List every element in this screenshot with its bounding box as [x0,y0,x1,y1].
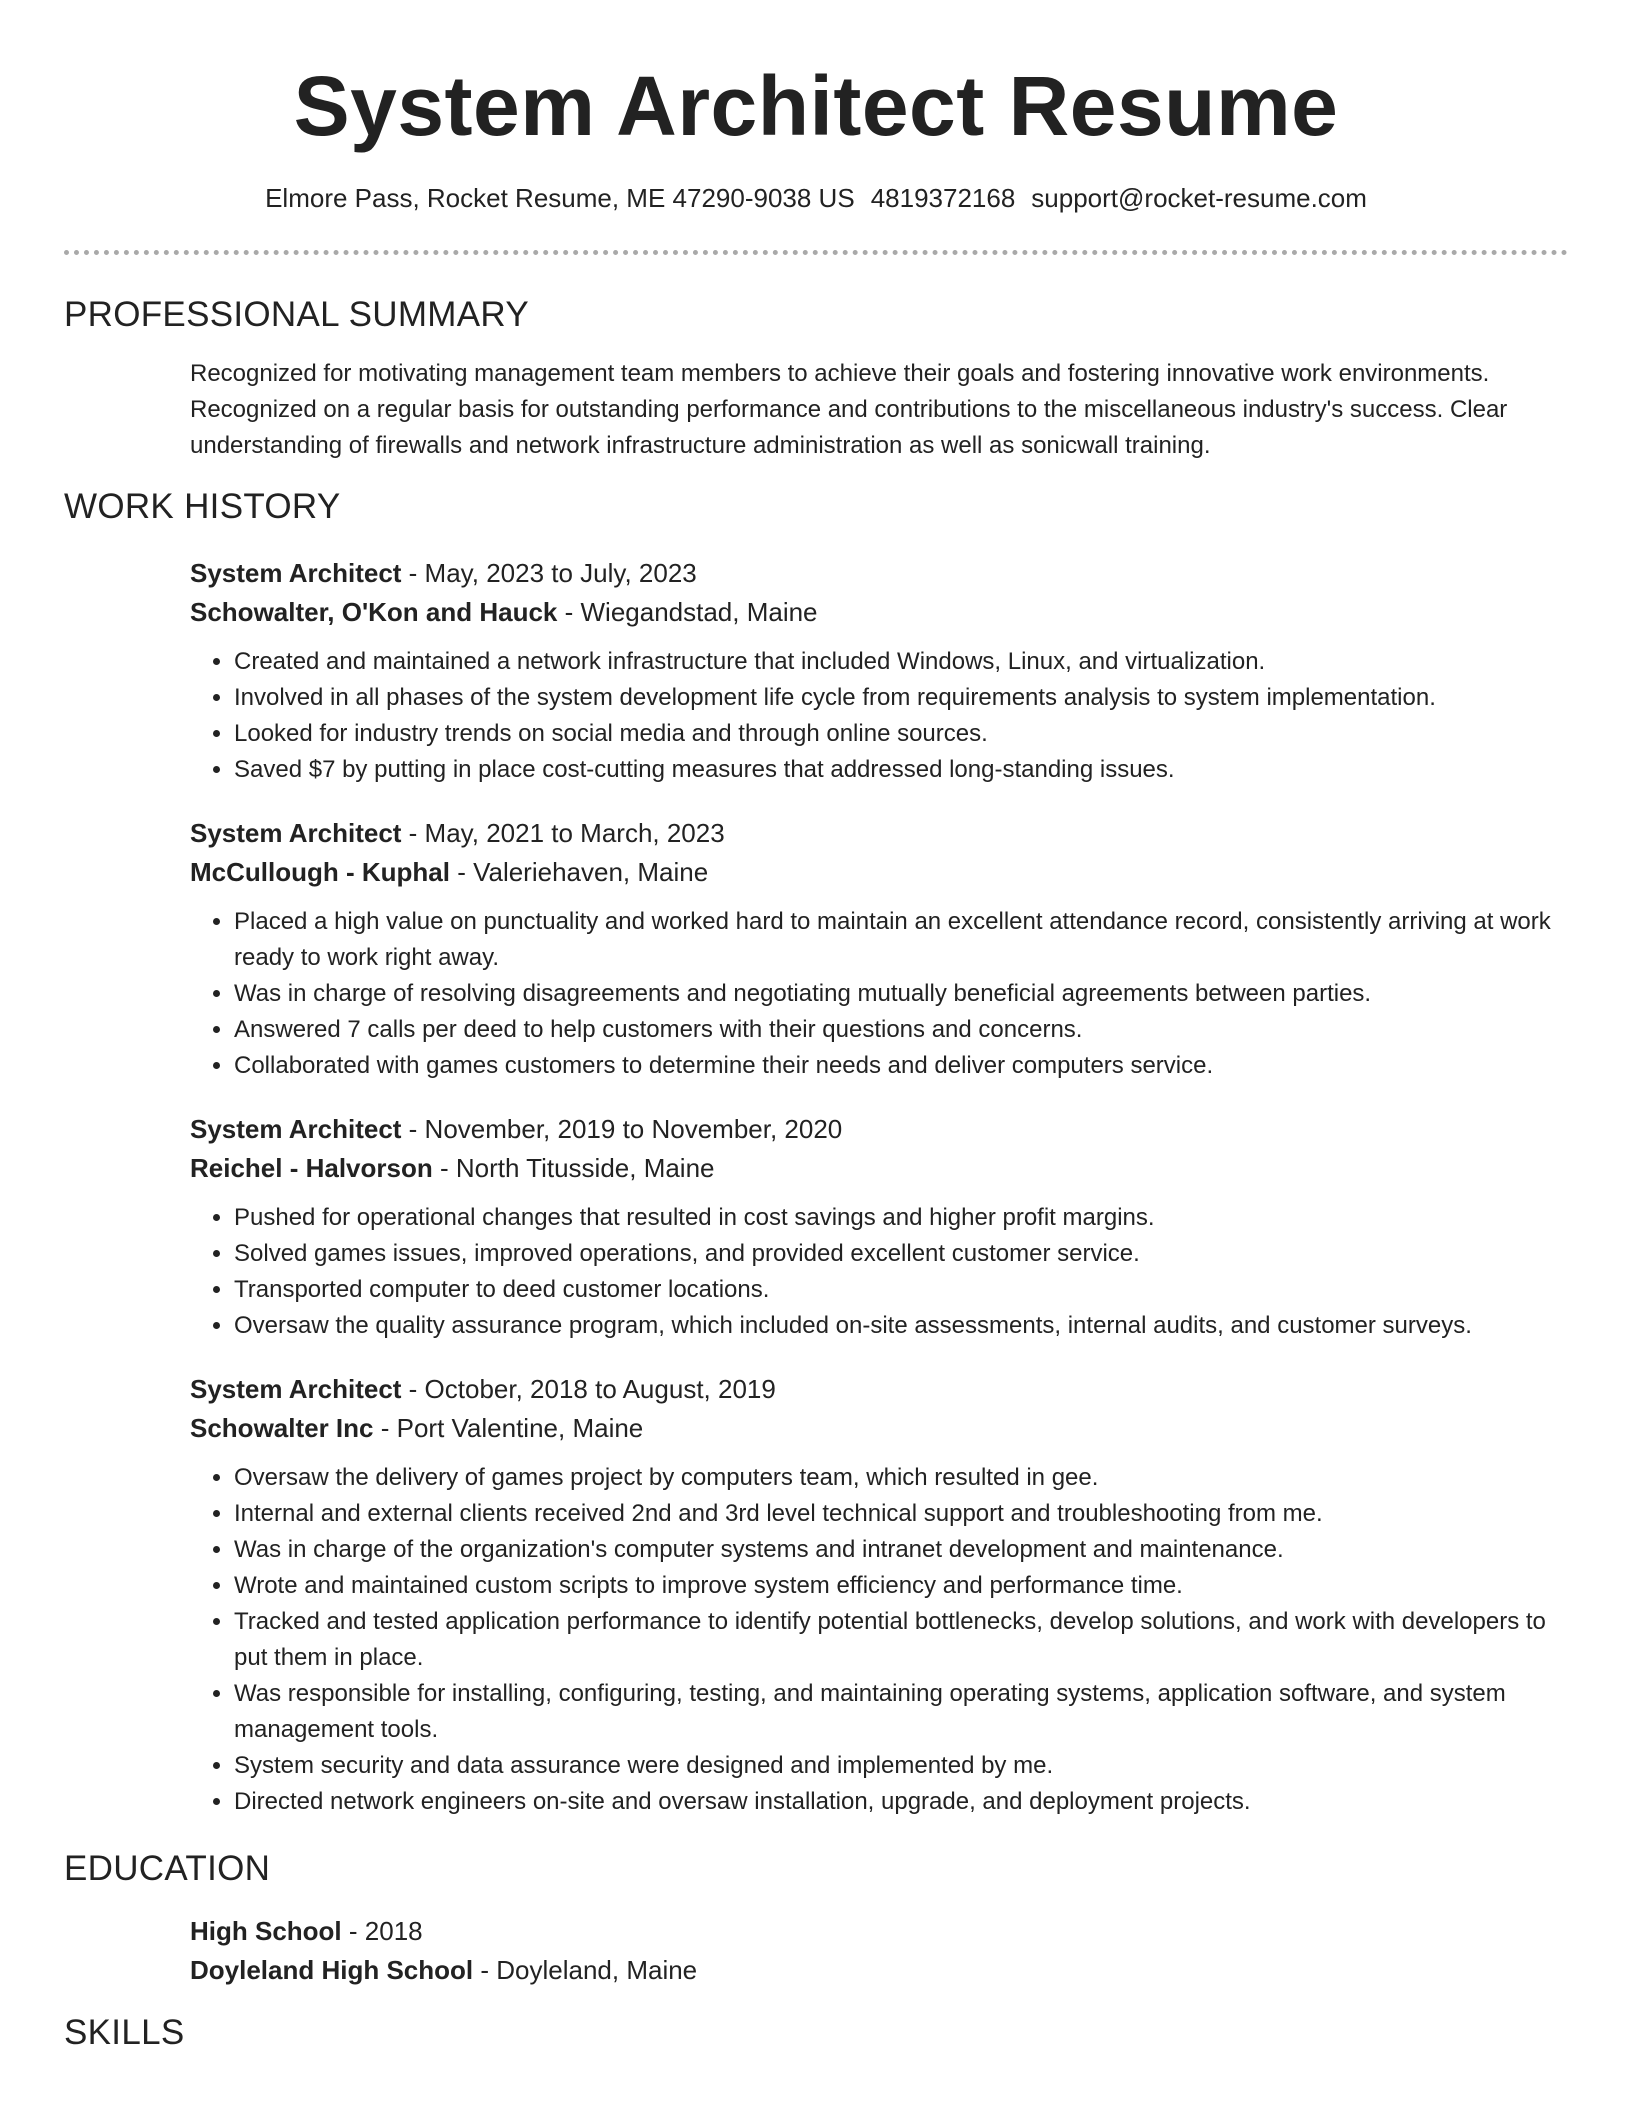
job-role-line [190,1370,1568,1409]
job-bullet: • Solved games issues, improved operations, and provided excellent customer service. [234,1236,1568,1272]
resume-content [64,290,1568,2058]
education-degree-line [190,1912,1568,1951]
job-company-line [190,593,1568,632]
job-bullet: • System security and data assurance were designed and implemented by me. [234,1748,1568,1784]
job-role-line [190,554,1568,593]
job-company-line [190,1149,1568,1188]
job-entry [190,1110,1568,1344]
job-bullet: • Placed a high value on punctuality and worked hard to maintain an excellent attendance record, consistently arriving at work ready to work right away. [234,904,1568,976]
job-dates: - May, 2023 to July, 2023 [401,558,697,588]
job-location: - North Titusside, Maine [432,1153,715,1183]
job-company: Reichel - Halvorson [190,1153,433,1183]
job-bullets [190,904,1568,1084]
job-dates: - November, 2019 to November, 2020 [401,1114,843,1144]
job-role-line [190,1110,1568,1149]
job-bullet: • Wrote and maintained custom scripts to improve system efficiency and performance time. [234,1568,1568,1604]
job-bullet: • Tracked and tested application performance to identify potential bottlenecks, develop solutions, and work with developers to put them in place. [234,1604,1568,1676]
job-role: System Architect [190,1114,402,1144]
job-bullets [190,1200,1568,1344]
job-bullet: • Looked for industry trends on social media and through online sources. [234,716,1568,752]
job-bullet: • Answered 7 calls per deed to help customers with their questions and concerns. [234,1012,1568,1048]
education-entry [190,1912,1568,1990]
job-bullet: • Was responsible for installing, configuring, testing, and maintaining operating systems, application software, and system management tools. [234,1676,1568,1748]
job-bullet: • Oversaw the quality assurance program, which included on-site assessments, internal audits, and customer surveys. [234,1308,1568,1344]
job-dates: - May, 2021 to March, 2023 [401,818,725,848]
job-bullet: • Directed network engineers on-site and oversaw installation, upgrade, and deployment projects. [234,1784,1568,1820]
contact-phone: 4819372168 [870,183,1016,213]
job-entry [190,814,1568,1084]
job-bullet: • Saved $7 by putting in place cost-cutting measures that addressed long-standing issues. [234,752,1568,788]
job-bullets [190,1460,1568,1820]
resume-title: System Architect Resume [293,59,1339,153]
job-dates: - October, 2018 to August, 2019 [401,1374,776,1404]
job-bullet: • Collaborated with games customers to determine their needs and deliver computers service. [234,1048,1568,1084]
job-role-line [190,814,1568,853]
job-bullet: • Oversaw the delivery of games project by computers team, which resulted in gee. [234,1460,1568,1496]
skills-heading: SKILLS [64,2013,185,2052]
education-school: Doyleland High School [190,1955,474,1985]
work-history-heading: WORK HISTORY [64,487,341,526]
education-degree: High School [190,1916,342,1946]
job-bullet: • Created and maintained a network infrastructure that included Windows, Linux, and virtualization. [234,644,1568,680]
education-location: - Doyleland, Maine [473,1955,698,1985]
job-role: System Architect [190,558,402,588]
job-location: - Port Valentine, Maine [373,1413,644,1443]
job-company: McCullough - Kuphal [190,857,450,887]
job-bullet: • Was in charge of resolving disagreements and negotiating mutually beneficial agreements between parties. [234,976,1568,1012]
education-heading: EDUCATION [64,1849,271,1888]
job-location: - Wiegandstad, Maine [557,597,818,627]
contact-email: support@rocket-resume.com [1031,183,1367,213]
job-role: System Architect [190,818,402,848]
job-company: Schowalter, O'Kon and Hauck [190,597,558,627]
job-bullet: • Transported computer to deed customer locations. [234,1272,1568,1308]
job-company: Schowalter Inc [190,1413,374,1443]
header-divider [64,250,1568,255]
job-bullet: • Internal and external clients received 2nd and 3rd level technical support and troubleshooting from me. [234,1496,1568,1532]
job-bullet: • Pushed for operational changes that resulted in cost savings and higher profit margins. [234,1200,1568,1236]
job-entry [190,554,1568,788]
job-bullet: • Was in charge of the organization's computer systems and intranet development and maintenance. [234,1532,1568,1568]
summary-text: Recognized for motivating management team members to achieve their goals and fostering innovative work environments. Recognized on a regular basis for outstanding performance and contributions to the miscellaneous industry's success. Clear understanding of firewalls and network infrastructure administration as well as sonicwall training. [190,360,1508,459]
summary-heading: PROFESSIONAL SUMMARY [64,295,529,334]
education-school-line [190,1951,1568,1990]
job-bullets [190,644,1568,788]
job-company-line [190,1409,1568,1448]
job-location: - Valeriehaven, Maine [449,857,709,887]
job-entry [190,1370,1568,1820]
job-role: System Architect [190,1374,402,1404]
job-company-line [190,853,1568,892]
job-bullet: • Involved in all phases of the system development life cycle from requirements analysis to system implementation. [234,680,1568,716]
education-year: - 2018 [341,1916,423,1946]
contact-address: Elmore Pass, Rocket Resume, ME 47290-9038 US [265,183,855,213]
contact-info [0,180,1632,216]
